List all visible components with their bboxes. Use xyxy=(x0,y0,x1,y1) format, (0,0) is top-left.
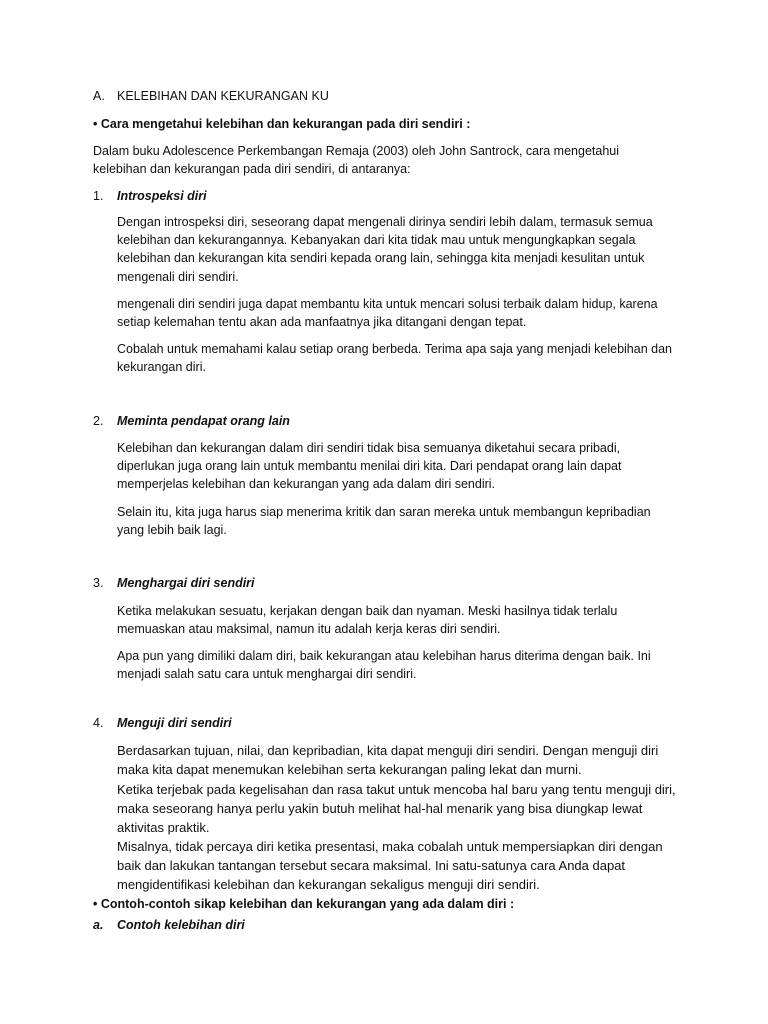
section-4-paragraph-1: Berdasarkan tujuan, nilai, dan kepribadian, kita dapat menguji diri sendiri. Dengan menguji diri maka kita dapat menemukan kelebihan serta kekurangan paling lekat dan murni. xyxy=(117,743,659,777)
bullet-contoh-contoh: • Contoh-contoh sikap kelebihan dan kekurangan yang ada dalam diri : xyxy=(93,897,515,911)
section-4-number: 4. xyxy=(93,716,104,730)
section-2-number: 2. xyxy=(93,414,104,428)
heading-title: KELEBIHAN DAN KEKURANGAN KU xyxy=(117,89,329,103)
section-3-paragraph-1: Ketika melakukan sesuatu, kerjakan dengan baik dan nyaman. Meski hasilnya tidak terlalu memuaskan atau maksimal, namun itu adalah kerja keras diri sendiri. xyxy=(117,604,618,637)
heading-letter: A. xyxy=(93,89,105,103)
subsection-letter: a. xyxy=(93,918,104,932)
section-4-paragraph-3: Misalnya, tidak percaya diri ketika presentasi, maka cobalah untuk mempersiapkan diri dengan baik dan lakukan tantangan tersebut secara maksimal. Ini satu-satunya cara Anda dapat mengidentifikasi kelebihan dan kekurangan sekaligus menguji diri sendiri. xyxy=(117,839,663,892)
bullet-cara-mengetahui: • Cara mengetahui kelebihan dan kekurangan pada diri sendiri : xyxy=(93,117,471,131)
section-4-title: Menguji diri sendiri xyxy=(117,716,232,730)
section-1-title: Introspeksi diri xyxy=(117,189,207,203)
section-2-title: Meminta pendapat orang lain xyxy=(117,414,290,428)
section-3-title: Menghargai diri sendiri xyxy=(117,576,255,590)
intro-line-1: Dalam buku Adolescence Perkembangan Remaja (2003) oleh John Santrock, cara mengetahui xyxy=(93,144,620,158)
intro-line-2: kelebihan dan kekurangan pada diri sendiri, di antaranya: xyxy=(93,162,411,176)
section-1-paragraph-3: Cobalah untuk memahami kalau setiap orang berbeda. Terima apa saja yang menjadi kelebihan dan kekurangan diri. xyxy=(117,342,672,375)
section-1-paragraph-2: mengenali diri sendiri juga dapat membantu kita untuk mencari solusi terbaik dalam hidup, karena setiap kelemahan tentu akan ada manfaatnya jika ditangani dengan tepat. xyxy=(117,297,658,330)
section-2-paragraph-1: Kelebihan dan kekurangan dalam diri sendiri tidak bisa semuanya diketahui secara pribadi, diperlukan juga orang lain untuk membantu menilai diri kita. Dari pendapat orang lain dapat memperjelas kelebihan dan kekurangan yang ada dalam diri sendiri. xyxy=(117,441,622,492)
section-2-paragraph-2: Selain itu, kita juga harus siap menerima kritik dan saran mereka untuk membangun kepribadian yang lebih baik lagi. xyxy=(117,505,651,538)
section-1-number: 1. xyxy=(93,189,104,203)
section-3-number: 3. xyxy=(93,576,104,590)
section-3-paragraph-2: Apa pun yang dimiliki dalam diri, baik kekurangan atau kelebihan harus diterima dengan baik. Ini menjadi salah satu cara untuk menghargai diri sendiri. xyxy=(117,649,651,682)
subsection-title: Contoh kelebihan diri xyxy=(117,918,245,932)
section-1-paragraph-1: Dengan introspeksi diri, seseorang dapat mengenali dirinya sendiri lebih dalam, termasuk semua kelebihan dan kekurangannya. Kebanyakan dari kita tidak mau untuk mengungkapkan segala kelebihan dan kekurangan kita sendiri kepada orang lain, sehingga kita menjadi kesulitan untuk mengenali diri sendiri. xyxy=(117,215,653,284)
section-4-paragraph-2: Ketika terjebak pada kegelisahan dan rasa takut untuk mencoba hal baru yang tentu menguji diri, maka seseorang hanya perlu yakin butuh melihat hal-hal menarik yang bisa diungkap lewat aktivitas praktik. xyxy=(117,782,676,835)
